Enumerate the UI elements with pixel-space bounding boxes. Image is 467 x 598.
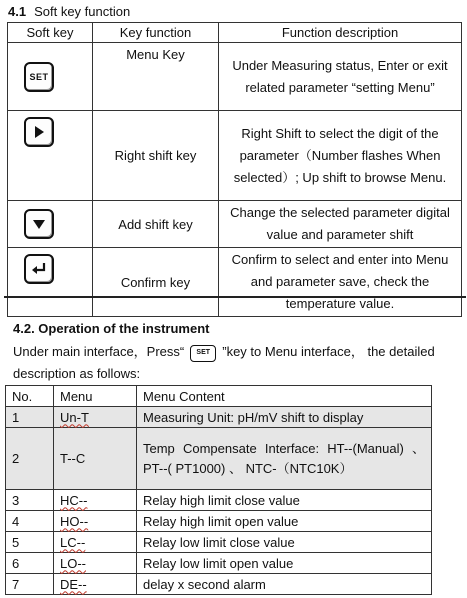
table-row — [6, 532, 432, 553]
table-header-row — [8, 23, 462, 43]
row-number: 2 — [6, 428, 54, 490]
menu-code-text: DE-- — [60, 576, 87, 592]
header-function-description: Function description — [219, 23, 462, 43]
menu-code-text: HO-- — [60, 513, 89, 529]
key-function-cell: Right shift key — [93, 111, 219, 201]
menu-code-text: Un-T — [60, 409, 89, 425]
menu-code — [54, 574, 137, 595]
table-row — [8, 111, 462, 201]
row-number: 4 — [6, 511, 54, 532]
menu-code — [54, 490, 137, 511]
enter-key-icon — [24, 254, 54, 284]
row-number: 7 — [6, 574, 54, 595]
table-row — [8, 43, 462, 111]
header-menu: Menu — [54, 386, 137, 407]
table-row — [6, 511, 432, 532]
menu-content: Measuring Unit: pH/mV shift to display — [137, 407, 432, 428]
menu-content: Relay high limit close value — [137, 490, 432, 511]
intro-text-before: Under main interface，Press“ — [13, 344, 185, 359]
menu-code — [54, 511, 137, 532]
row-number: 6 — [6, 553, 54, 574]
section-divider — [4, 296, 466, 298]
intro-paragraph — [13, 341, 453, 385]
table-row — [6, 407, 432, 428]
soft-key-cell — [8, 111, 93, 201]
menu-content: delay x second alarm — [137, 574, 432, 595]
menu-code — [54, 553, 137, 574]
menu-content: Relay high limit open value — [137, 511, 432, 532]
table-row — [8, 201, 462, 248]
header-no: No. — [6, 386, 54, 407]
soft-key-cell — [8, 201, 93, 248]
intro-text-after: ”key to Menu interface， the detailed description as follows: — [13, 344, 435, 381]
row-number: 3 — [6, 490, 54, 511]
section-title-text: Soft key function — [34, 4, 131, 19]
down-arrow-key-icon — [24, 209, 54, 239]
menu-content: Temp Compensate Interface: HT--(Manual) 、 PT--( PT1000) 、 NTC-（NTC10K） — [137, 428, 432, 490]
table-row — [6, 574, 432, 595]
key-function-cell: Confirm key — [93, 248, 219, 317]
table-header-row — [6, 386, 432, 407]
menu-table — [5, 385, 432, 595]
function-description-cell: Under Measuring status, Enter or exit related parameter “setting Menu” — [219, 43, 462, 111]
header-key-function: Key function — [93, 23, 219, 43]
menu-code — [54, 428, 137, 490]
section-number: 4.1 — [8, 4, 27, 19]
table-row — [6, 553, 432, 574]
set-key-icon: SET — [190, 345, 216, 362]
header-menu-content: Menu Content — [137, 386, 432, 407]
table-row — [6, 490, 432, 511]
soft-key-cell — [8, 43, 93, 111]
header-soft-key: Soft key — [8, 23, 93, 43]
menu-code — [54, 407, 137, 428]
menu-code-text: HC-- — [60, 492, 88, 508]
function-description-cell: Change the selected parameter digital value and parameter shift — [219, 201, 462, 248]
menu-content: Relay low limit close value — [137, 532, 432, 553]
row-number: 5 — [6, 532, 54, 553]
menu-code-text: LO-- — [60, 555, 86, 571]
section-4-1-title — [8, 4, 130, 19]
function-description-cell: Right Shift to select the digit of the parameter（Number flashes When selected）; Up shift to browse Menu. — [219, 111, 462, 201]
soft-key-table — [7, 22, 462, 317]
set-key-icon: SET — [24, 62, 54, 92]
soft-key-cell — [8, 248, 93, 317]
table-row — [6, 428, 432, 490]
key-function-cell: Add shift key — [93, 201, 219, 248]
row-number: 1 — [6, 407, 54, 428]
key-function-cell: Menu Key — [93, 43, 219, 111]
function-description-cell: Confirm to select and enter into Menu and parameter save, check the temperature value. — [219, 248, 462, 317]
menu-code — [54, 532, 137, 553]
menu-content: Relay low limit open value — [137, 553, 432, 574]
section-4-2-title: 4.2. Operation of the instrument — [13, 321, 210, 336]
menu-code-text: LC-- — [60, 534, 86, 550]
table-row — [8, 248, 462, 317]
right-arrow-key-icon — [24, 117, 54, 147]
menu-code-text: T--C — [60, 451, 86, 466]
